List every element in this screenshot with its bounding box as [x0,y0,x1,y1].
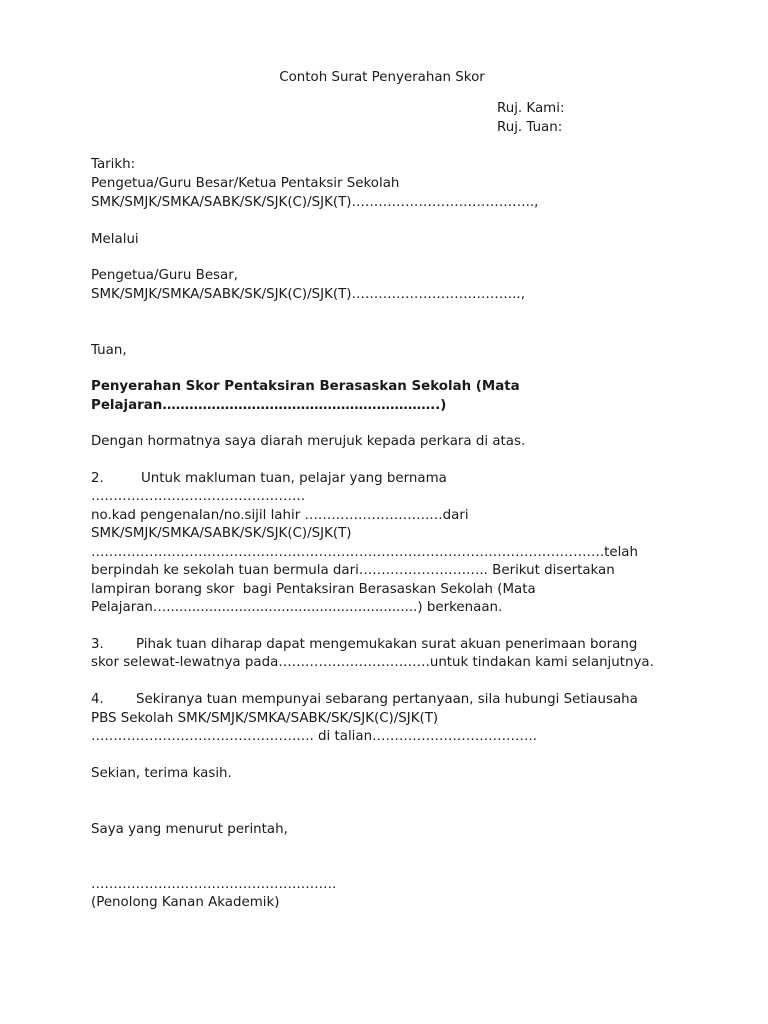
paragraph-2-line-8: Pelajaran…...........................................................) berkenaan. [91,600,503,615]
paragraph-4-number: 4. [91,692,104,707]
salutation: Tuan, [91,343,127,358]
paragraph-4-first-line [91,691,638,709]
paragraph-2-line-3: no.kad pengenalan/no.sijil lahir ……………………….…dari [91,508,469,523]
paragraph-2-first-line [91,470,447,488]
subject-line-1: Penyerahan Skor Pentaksiran Berasaskan Sekolah (Mata [91,379,520,394]
page-title: Contoh Surat Penyerahan Skor [279,70,485,85]
via-school: SMK/SMJK/SMKA/SABK/SK/SJK(C)/SJK(T)……………………………….., [91,287,525,302]
closing: Sekian, terima kasih. [91,766,232,781]
paragraph-2-text: Untuk makluman tuan, pelajar yang bernama [141,471,447,486]
signature-intro: Saya yang menurut perintah, [91,822,288,837]
paragraph-2-line-2: ………………………………………… [91,489,306,504]
paragraph-2-line-5: …………………………………………………………………………………………………….telah [91,545,639,560]
paragraph-3-line-2: skor selewat-lewatnya pada…………………………….untuk tindakan kami selanjutnya. [91,655,654,670]
paragraph-2-number: 2. [91,471,104,486]
paragraph-2-line-4: SMK/SMJK/SMKA/SABK/SK/SJK(C)/SJK(T) [91,526,352,541]
date-label: Tarikh: [91,157,136,172]
paragraph-3-text: Pihak tuan diharap dapat mengemukakan surat akuan penerimaan borang [136,637,638,652]
recipient-school: SMK/SMJK/SMKA/SABK/SK/SJK(C)/SJK(T)………………………………….., [91,195,539,210]
paragraph-2-line-7: lampiran borang skor bagi Pentaksiran Berasaskan Sekolah (Mata [91,582,536,597]
signature-line: ………………………………………………. [91,877,337,892]
paragraph-3-first-line [91,636,637,654]
paragraph-4-line-2: PBS Sekolah SMK/SMJK/SMKA/SABK/SK/SJK(C)/SJK(T) [91,711,439,726]
paragraph-4-text: Sekiranya tuan mempunyai sebarang pertanyaan, sila hubungi Setiausaha [136,692,638,707]
paragraph-4-line-3: ………………………………………….. di talian………………………………. [91,729,538,744]
subject-line-2: Pelajaran……………………………………………………..) [91,398,447,413]
opening-paragraph: Dengan hormatnya saya diarah merujuk kepada perkara di atas. [91,434,526,449]
signature-role: (Penolong Kanan Akademik) [91,895,280,910]
paragraph-3-number: 3. [91,637,104,652]
recipient-title: Pengetua/Guru Besar/Ketua Pentaksir Sekolah [91,176,400,191]
reference-yours: Ruj. Tuan: [497,120,563,135]
via-title: Pengetua/Guru Besar, [91,268,238,283]
reference-ours: Ruj. Kami: [497,101,565,116]
paragraph-2-line-6: berpindah ke sekolah tuan bermula dari……………………….. Berikut disertakan [91,563,615,578]
via-label: Melalui [91,232,139,247]
